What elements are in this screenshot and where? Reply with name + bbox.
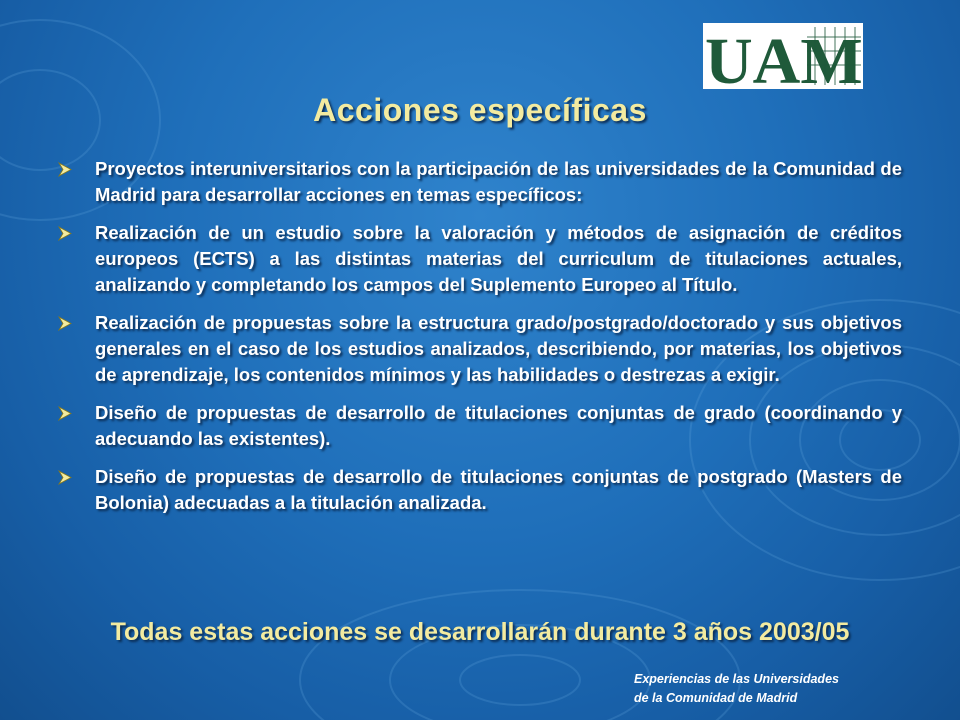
chevron-right-arrow-icon [58,470,73,485]
footer-line-1: Experiencias de las Universidades [634,672,839,686]
bullet-item [58,400,902,452]
slide-title: Acciones específicas [313,92,647,128]
bullet-item [58,310,902,388]
bullet-item [58,220,902,298]
bullet-list [58,156,902,528]
uam-logo [703,23,863,89]
chevron-right-arrow-icon [58,226,73,241]
bullet-text: Diseño de propuestas de desarrollo de titulaciones conjuntas de grado (coordinando y adecuando las existentes). [95,402,902,449]
logo-text: UAM [705,25,863,89]
chevron-right-arrow-icon [58,162,73,177]
bullet-item [58,156,902,208]
footer-caption [634,670,839,708]
bullet-text: Proyectos interuniversitarios con la participación de las universidades de la Comunidad de Madrid para desarrollar acciones en temas específicos: [95,158,902,205]
bullet-text: Realización de propuestas sobre la estructura grado/postgrado/doctorado y sus objetivos generales en el caso de los estudios analizados, describiendo, por materias, los objetivos de aprendizaje, los contenidos mínimos y las habilidades o destrezas a exigir. [95,312,902,385]
bullet-text: Realización de un estudio sobre la valoración y métodos de asignación de créditos europeos (ECTS) a las distintas materias del curriculum de titulaciones actuales, analizando y completando los campos del Suplemento Europeo al Título. [95,222,902,295]
summary-text: Todas estas acciones se desarrollarán durante 3 años 2003/05 [110,618,850,646]
chevron-right-arrow-icon [58,406,73,421]
chevron-right-arrow-icon [58,316,73,331]
bullet-text: Diseño de propuestas de desarrollo de titulaciones conjuntas de postgrado (Masters de Bolonia) adecuadas a la titulación analizada. [95,466,902,513]
bullet-item [58,464,902,516]
footer-line-2: de la Comunidad de Madrid [634,691,798,705]
